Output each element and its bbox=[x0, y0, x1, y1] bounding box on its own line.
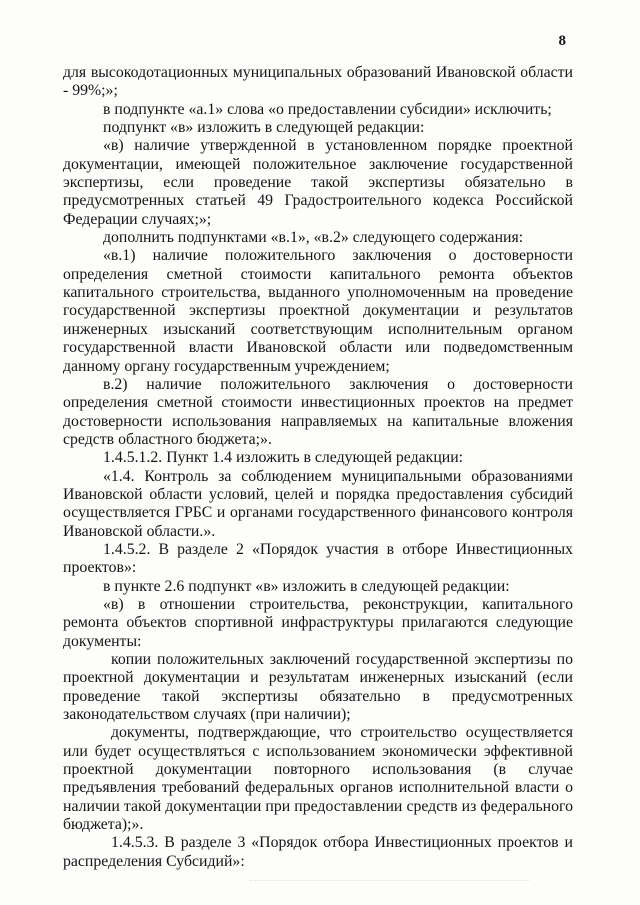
paragraph-item-1-4-text: «1.4. Контроль за соблюдением муниципальными образованиями Ивановской области условий, целей и порядка предоставления субсидий осуществляется ГРБС и органами государственного финансового контроля Ивановской области.». bbox=[63, 467, 573, 540]
paragraph-clause-1-4-5-1-2: 1.4.5.1.2. Пункт 1.4 изложить в следующей редакции: bbox=[103, 449, 464, 467]
paragraph-subitem-v-intro: подпункт «в» изложить в следующей редакции: bbox=[103, 119, 425, 137]
page-number: 8 bbox=[558, 33, 566, 49]
paragraph-subitem-v2: в.2) наличие положительного заключения о достоверности определения сметной стоимости инвестиционных проектов на предмет достоверности использования направляемых на капитальные вложения средств областного бюджета;». bbox=[63, 375, 573, 448]
paragraph-item-2-6: в пункте 2.6 подпункт «в» изложить в следующей редакции: bbox=[103, 577, 510, 595]
paragraph-subitem-a1: в подпункте «а.1» слова «о предоставлении субсидии» исключить; bbox=[103, 100, 552, 118]
paragraph-add-subitems: дополнить подпунктами «в.1», «в.2» следующего содержания: bbox=[103, 229, 524, 247]
paragraph-clause-1-4-5-3: 1.4.5.3. В разделе 3 «Порядок отбора Инвестиционных проектов и распределения Субсидий»: bbox=[63, 834, 573, 870]
paragraph-subsidy-rate: для высокодотационных муниципальных образований Ивановской области - 99%;»; bbox=[63, 64, 573, 100]
paragraph-subitem-v1: «в.1) наличие положительного заключения о достоверности определения сметной стоимости капитального ремонта объектов капитального строительства, выданного уполномоченным на проведение государственной экспертизы проектной документации и результатов инженерных изысканий соответствующим исполнительным органом государственной власти Ивановской области или подведомственным данному органу государственным учреждением; bbox=[63, 247, 573, 375]
document-body bbox=[63, 64, 573, 871]
paragraph-item-v-sports: «в) в отношении строительства, реконструкции, капитального ремонта объектов спортивной инфраструктуры прилагаются следующие документы: bbox=[63, 595, 573, 650]
paragraph-subitem-v-text: «в) наличие утвержденной в установленном порядке проектной документации, имеющей положительное заключение государственной экспертизы, если проведение такой экспертизы обязательно в предусмотренных статьей 49 Градостроительного кодекса Российской Федерации случаях;»; bbox=[63, 137, 573, 228]
scan-artifact bbox=[250, 880, 530, 885]
paragraph-expertise-copies: копии положительных заключений государственной экспертизы по проектной документации и результатам инженерных изысканий (если проведение такой экспертизы обязательно в предусмотренных законодательством случаях (при наличии); bbox=[63, 651, 573, 724]
paragraph-confirming-documents: документы, подтверждающие, что строительство осуществляется или будет осуществляться с использованием экономически эффективной проектной документации повторного использования (в случае предъявления требований федеральных органов исполнительной власти о наличии такой документации при предоставлении средств из федерального бюджета);». bbox=[63, 724, 573, 834]
paragraph-clause-1-4-5-2: 1.4.5.2. В разделе 2 «Порядок участия в отборе Инвестиционных проектов»: bbox=[63, 540, 573, 577]
